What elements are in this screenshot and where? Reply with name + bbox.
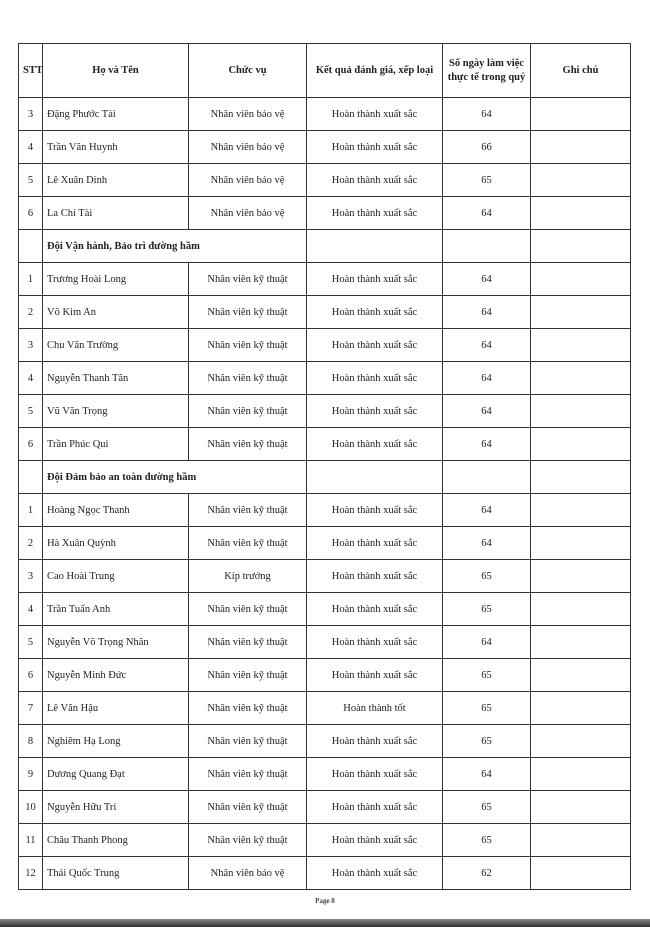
cell-days: 64 (443, 197, 531, 230)
cell-stt: 2 (19, 296, 43, 329)
cell-note (531, 593, 631, 626)
cell-role: Nhân viên kỹ thuật (189, 725, 307, 758)
section-title: Đội Đảm bảo an toàn đường hầm (43, 461, 307, 494)
cell-result: Hoàn thành xuất sắc (307, 527, 443, 560)
header-name: Họ và Tên (43, 44, 189, 98)
cell-result: Hoàn thành xuất sắc (307, 362, 443, 395)
cell-stt: 12 (19, 857, 43, 890)
cell-name: Nguyễn Võ Trọng Nhân (43, 626, 189, 659)
cell-days: 65 (443, 593, 531, 626)
cell-days: 64 (443, 296, 531, 329)
cell-days: 64 (443, 626, 531, 659)
cell-name: Chu Văn Trường (43, 329, 189, 362)
cell-result: Hoàn thành xuất sắc (307, 395, 443, 428)
cell-role: Nhân viên kỹ thuật (189, 395, 307, 428)
cell-note (531, 626, 631, 659)
cell-result: Hoàn thành xuất sắc (307, 659, 443, 692)
cell-note (531, 791, 631, 824)
cell-name: Lê Xuân Dinh (43, 164, 189, 197)
cell-days: 65 (443, 659, 531, 692)
cell-stt: 11 (19, 824, 43, 857)
cell-result: Hoàn thành xuất sắc (307, 857, 443, 890)
cell-result (307, 230, 443, 263)
cell-role: Nhân viên kỹ thuật (189, 692, 307, 725)
table-row (19, 131, 631, 164)
cell-stt: 5 (19, 164, 43, 197)
cell-result: Hoàn thành xuất sắc (307, 329, 443, 362)
cell-stt: 5 (19, 395, 43, 428)
cell-days: 64 (443, 263, 531, 296)
cell-role: Nhân viên kỹ thuật (189, 428, 307, 461)
header-result: Kết quả đánh giá, xếp loại (307, 44, 443, 98)
cell-days: 65 (443, 791, 531, 824)
cell-note (531, 527, 631, 560)
cell-name: Lê Văn Hậu (43, 692, 189, 725)
cell-role: Nhân viên bảo vệ (189, 98, 307, 131)
cell-result: Hoàn thành xuất sắc (307, 131, 443, 164)
cell-days: 64 (443, 527, 531, 560)
cell-note (531, 395, 631, 428)
cell-stt: 3 (19, 98, 43, 131)
table-row (19, 329, 631, 362)
cell-role: Nhân viên kỹ thuật (189, 824, 307, 857)
cell-stt: 4 (19, 593, 43, 626)
section-title: Đội Vận hành, Bảo trì đường hầm (43, 230, 307, 263)
cell-stt: 1 (19, 494, 43, 527)
cell-role: Nhân viên kỹ thuật (189, 296, 307, 329)
cell-note (531, 857, 631, 890)
cell-note (531, 428, 631, 461)
cell-days (443, 230, 531, 263)
cell-days: 62 (443, 857, 531, 890)
cell-stt: 10 (19, 791, 43, 824)
table-row (19, 494, 631, 527)
cell-stt: 6 (19, 659, 43, 692)
table-row (19, 824, 631, 857)
evaluation-table (18, 43, 631, 890)
cell-result (307, 461, 443, 494)
cell-role: Nhân viên kỹ thuật (189, 758, 307, 791)
cell-note (531, 164, 631, 197)
cell-role: Nhân viên kỹ thuật (189, 593, 307, 626)
cell-stt: 4 (19, 362, 43, 395)
cell-result: Hoàn thành xuất sắc (307, 560, 443, 593)
cell-days: 66 (443, 131, 531, 164)
cell-name: Hà Xuân Quỳnh (43, 527, 189, 560)
cell-result: Hoàn thành xuất sắc (307, 824, 443, 857)
cell-name: La Chí Tài (43, 197, 189, 230)
cell-result: Hoàn thành xuất sắc (307, 593, 443, 626)
cell-stt: 2 (19, 527, 43, 560)
header-days: Số ngày làm việc thực tế trong quý (443, 44, 531, 98)
table-row (19, 263, 631, 296)
cell-result: Hoàn thành xuất sắc (307, 758, 443, 791)
cell-role: Nhân viên kỹ thuật (189, 263, 307, 296)
cell-note (531, 131, 631, 164)
header-row (19, 44, 631, 98)
header-stt: STT (19, 44, 43, 98)
cell-name: Trần Văn Huynh (43, 131, 189, 164)
table-row (19, 98, 631, 131)
cell-role: Nhân viên kỹ thuật (189, 362, 307, 395)
cell-role: Nhân viên bảo vệ (189, 164, 307, 197)
cell-stt: 3 (19, 560, 43, 593)
cell-role: Nhân viên bảo vệ (189, 857, 307, 890)
cell-result: Hoàn thành xuất sắc (307, 164, 443, 197)
cell-stt: 6 (19, 197, 43, 230)
cell-result: Hoàn thành xuất sắc (307, 428, 443, 461)
cell-days: 64 (443, 362, 531, 395)
cell-stt: 7 (19, 692, 43, 725)
table-row (19, 659, 631, 692)
cell-role: Nhân viên kỹ thuật (189, 626, 307, 659)
table-row (19, 197, 631, 230)
cell-result: Hoàn thành xuất sắc (307, 263, 443, 296)
cell-role: Nhân viên kỹ thuật (189, 659, 307, 692)
cell-name: Đặng Phước Tài (43, 98, 189, 131)
cell-name: Cao Hoài Trung (43, 560, 189, 593)
section-row (19, 461, 631, 494)
table-row (19, 692, 631, 725)
cell-name: Nguyễn Minh Đức (43, 659, 189, 692)
cell-note (531, 692, 631, 725)
cell-name: Trương Hoài Long (43, 263, 189, 296)
cell-days: 64 (443, 395, 531, 428)
cell-note (531, 197, 631, 230)
table-row (19, 296, 631, 329)
cell-note (531, 560, 631, 593)
cell-name: Trần Phúc Qui (43, 428, 189, 461)
cell-note (531, 824, 631, 857)
cell-days: 64 (443, 98, 531, 131)
cell-note (531, 329, 631, 362)
cell-role: Nhân viên kỹ thuật (189, 494, 307, 527)
cell-result: Hoàn thành xuất sắc (307, 197, 443, 230)
cell-name: Võ Kim An (43, 296, 189, 329)
cell-role: Kíp trưởng (189, 560, 307, 593)
cell-note (531, 263, 631, 296)
page-number: Page 8 (315, 897, 335, 905)
section-row (19, 230, 631, 263)
cell-days: 65 (443, 560, 531, 593)
cell-name: Nguyễn Hữu Trí (43, 791, 189, 824)
cell-name: Trần Tuấn Anh (43, 593, 189, 626)
table-row (19, 626, 631, 659)
table-row (19, 725, 631, 758)
cell-role: Nhân viên kỹ thuật (189, 329, 307, 362)
cell-note (531, 494, 631, 527)
cell-stt: 5 (19, 626, 43, 659)
cell-note (531, 296, 631, 329)
cell-role: Nhân viên bảo vệ (189, 131, 307, 164)
cell-stt (19, 230, 43, 263)
cell-days: 64 (443, 428, 531, 461)
header-note: Ghi chú (531, 44, 631, 98)
table-row (19, 758, 631, 791)
cell-days: 65 (443, 692, 531, 725)
cell-result: Hoàn thành xuất sắc (307, 98, 443, 131)
cell-name: Nghiêm Hạ Long (43, 725, 189, 758)
cell-stt: 4 (19, 131, 43, 164)
cell-note (531, 230, 631, 263)
cell-name: Dương Quang Đạt (43, 758, 189, 791)
cell-result: Hoàn thành xuất sắc (307, 791, 443, 824)
cell-result: Hoàn thành xuất sắc (307, 494, 443, 527)
cell-role: Nhân viên kỹ thuật (189, 791, 307, 824)
cell-result: Hoàn thành xuất sắc (307, 626, 443, 659)
cell-stt (19, 461, 43, 494)
cell-name: Thái Quốc Trung (43, 857, 189, 890)
cell-days (443, 461, 531, 494)
cell-note (531, 725, 631, 758)
cell-stt: 9 (19, 758, 43, 791)
cell-name: Hoàng Ngọc Thanh (43, 494, 189, 527)
cell-result: Hoàn thành tốt (307, 692, 443, 725)
table-row (19, 593, 631, 626)
table-row (19, 428, 631, 461)
cell-result: Hoàn thành xuất sắc (307, 725, 443, 758)
header-role: Chức vụ (189, 44, 307, 98)
table-row (19, 857, 631, 890)
cell-note (531, 659, 631, 692)
table-row (19, 362, 631, 395)
table-row (19, 791, 631, 824)
cell-role: Nhân viên kỹ thuật (189, 527, 307, 560)
cell-stt: 6 (19, 428, 43, 461)
cell-days: 65 (443, 725, 531, 758)
cell-days: 65 (443, 164, 531, 197)
table-row (19, 560, 631, 593)
table-row (19, 527, 631, 560)
cell-name: Châu Thanh Phong (43, 824, 189, 857)
cell-stt: 8 (19, 725, 43, 758)
cell-note (531, 461, 631, 494)
cell-result: Hoàn thành xuất sắc (307, 296, 443, 329)
table-row (19, 164, 631, 197)
scan-edge (0, 919, 650, 927)
cell-role: Nhân viên bảo vệ (189, 197, 307, 230)
cell-stt: 1 (19, 263, 43, 296)
cell-note (531, 758, 631, 791)
cell-days: 64 (443, 758, 531, 791)
table-row (19, 395, 631, 428)
cell-days: 64 (443, 494, 531, 527)
cell-note (531, 98, 631, 131)
cell-days: 65 (443, 824, 531, 857)
cell-name: Vũ Văn Trọng (43, 395, 189, 428)
cell-name: Nguyễn Thanh Tân (43, 362, 189, 395)
cell-stt: 3 (19, 329, 43, 362)
cell-days: 64 (443, 329, 531, 362)
cell-note (531, 362, 631, 395)
